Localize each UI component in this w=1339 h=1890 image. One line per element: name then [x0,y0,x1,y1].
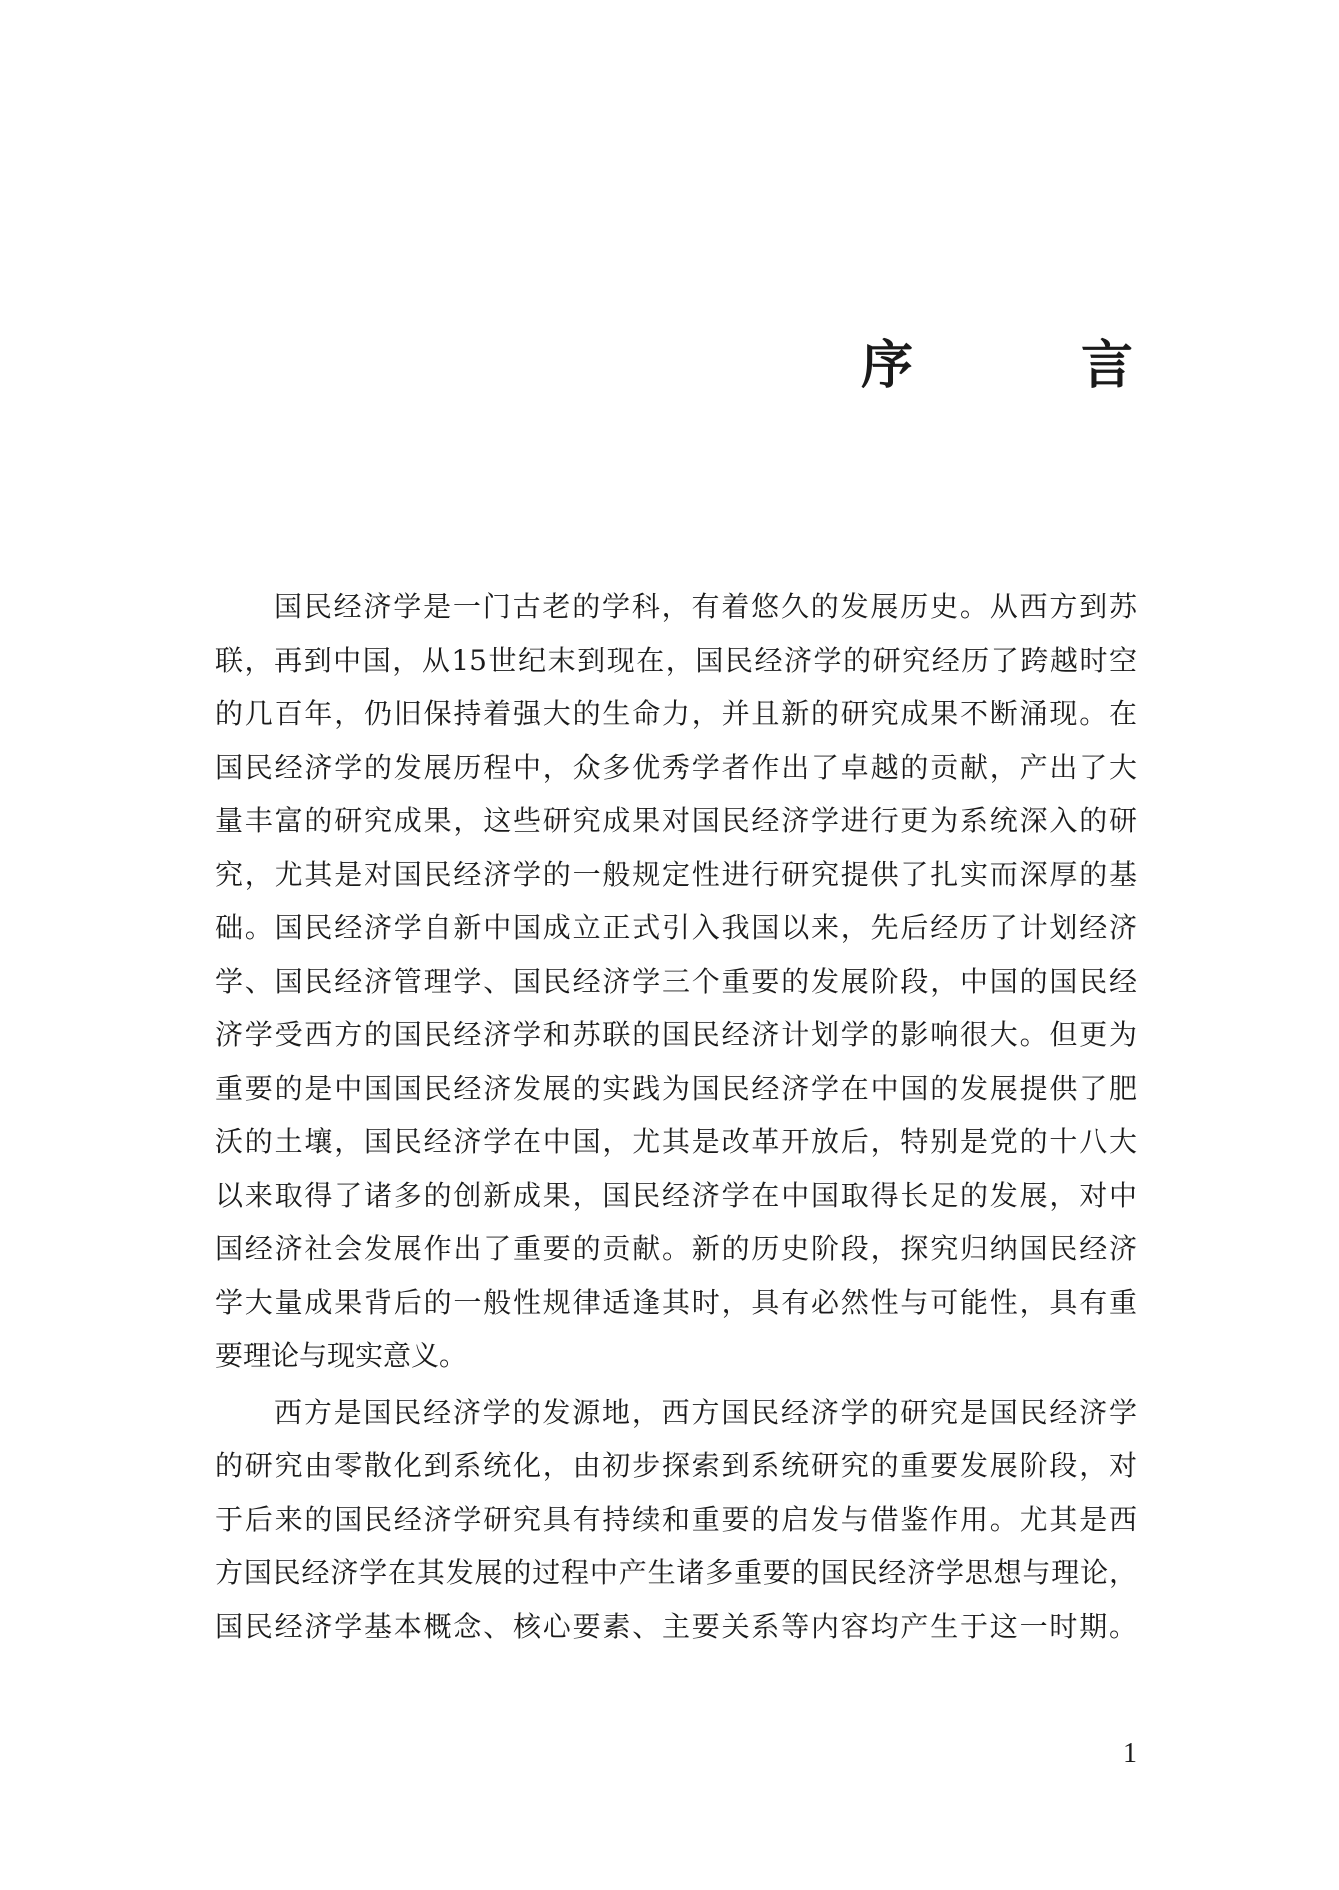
text-line: 国民经济学是一门古老的学科，有着悠久的发展历史。从西方到苏 [274,590,1137,623]
text-line: 量丰富的研究成果，这些研究成果对国民经济学进行更为系统深入的研 [215,804,1137,837]
text-line: 国经济社会发展作出了重要的贡献。新的历史阶段，探究归纳国民经济 [215,1232,1137,1265]
text-line: 方国民经济学在其发展的过程中产生诸多重要的国民经济学思想与理论， [215,1556,1137,1589]
text-line: 究，尤其是对国民经济学的一般规定性进行研究提供了扎实而深厚的基 [215,857,1137,891]
page-number: 1 [1123,1738,1137,1769]
text-line: 要理论与现实意义。 [215,1339,468,1372]
text-line: 济学受西方的国民经济学和苏联的国民经济计划学的影响很大。但更为 [215,1018,1137,1051]
paragraph-2 [215,1386,1137,1654]
text-line: 学、国民经济管理学、国民经济学三个重要的发展阶段，中国的国民经 [215,964,1137,998]
chapter-title: 序 言 [860,335,1191,396]
text-line: 沃的土壤，国民经济学在中国，尤其是改革开放后，特别是党的十八大 [215,1125,1137,1158]
body-text [215,580,1137,1653]
text-line: 础。国民经济学自新中国成立正式引入我国以来，先后经历了计划经济 [215,911,1137,944]
text-line: 以来取得了诸多的创新成果，国民经济学在中国取得长足的发展，对中 [215,1178,1137,1212]
text-line: 联，再到中国，从15世纪末到现在，国民经济学的研究经历了跨越时空 [215,643,1137,677]
text-line: 的几百年，仍旧保持着强大的生命力，并且新的研究成果不断涌现。在 [215,697,1137,730]
paragraph-1 [215,580,1137,1383]
text-line: 于后来的国民经济学研究具有持续和重要的启发与借鉴作用。尤其是西 [215,1502,1137,1536]
text-line: 国民经济学基本概念、核心要素、主要关系等内容均产生于这一时期。 [215,1609,1137,1643]
text-line: 重要的是中国国民经济发展的实践为国民经济学在中国的发展提供了肥 [215,1071,1137,1105]
text-line: 学大量成果背后的一般性规律适逢其时，具有必然性与可能性，具有重 [215,1285,1137,1319]
text-line: 的研究由零散化到系统化，由初步探索到系统研究的重要发展阶段，对 [215,1449,1137,1482]
text-line: 西方是国民经济学的发源地，西方国民经济学的研究是国民经济学 [274,1395,1137,1429]
text-line: 国民经济学的发展历程中，众多优秀学者作出了卓越的贡献，产出了大 [215,750,1137,784]
